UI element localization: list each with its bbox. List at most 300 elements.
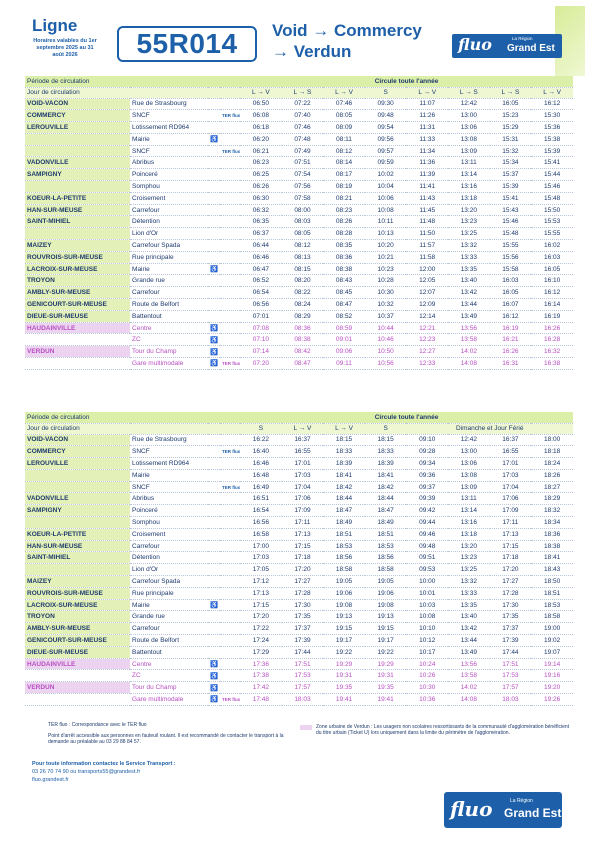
departure-time: 08:47 (282, 358, 324, 370)
town-name: LACROIX-SUR-MEUSE (25, 599, 130, 611)
ter-cell (220, 682, 240, 694)
town-name (25, 694, 130, 706)
departure-time: 18:47 (365, 505, 407, 517)
departure-time: 12:09 (406, 299, 448, 311)
town-name (25, 481, 130, 493)
departure-time: 19:26 (531, 694, 573, 706)
stop-name: Détention (130, 552, 208, 564)
departure-time: 07:46 (282, 122, 324, 134)
day-header: L → V (240, 87, 282, 98)
departure-time: 11:39 (406, 169, 448, 181)
departure-time: 16:26 (531, 322, 573, 334)
departure-time: 18:32 (531, 505, 573, 517)
departure-time: 17:06 (282, 493, 324, 505)
departure-time: 13:44 (448, 635, 490, 647)
departure-time: 17:13 (282, 528, 324, 540)
accessibility-cell (208, 599, 220, 611)
contact-phone[interactable]: 03 26 70 74 90 ou transports55@grandest.fr (32, 769, 141, 775)
period-value: Circule toute l'année (240, 412, 573, 423)
departure-time: 11:33 (406, 133, 448, 145)
accessibility-cell (208, 169, 220, 181)
departure-time: 10:11 (365, 216, 407, 228)
stop-name: Somphou (130, 517, 208, 529)
ter-cell (220, 646, 240, 658)
ter-cell (220, 322, 240, 334)
stop-row (25, 192, 573, 204)
departure-time: 07:54 (282, 169, 324, 181)
departure-time: 10:03 (406, 599, 448, 611)
departure-time: 17:11 (490, 517, 532, 529)
wheelchair-icon: ♿ (210, 602, 219, 610)
departure-time: 06:44 (240, 240, 282, 252)
departure-time: 16:55 (490, 446, 532, 458)
departure-time: 15:58 (490, 263, 532, 275)
departure-time: 11:58 (406, 251, 448, 263)
departure-time: 18:36 (531, 528, 573, 540)
departure-time: 16:12 (490, 310, 532, 322)
ter-cell (220, 263, 240, 275)
brand-region: Grand Est (507, 43, 555, 54)
day-header: L → V (282, 423, 324, 434)
ter-cell (220, 299, 240, 311)
departure-time: 17:13 (490, 528, 532, 540)
stop-row (25, 133, 573, 145)
departure-time: 18:41 (531, 552, 573, 564)
stop-name: SNCF (130, 145, 208, 157)
departure-time: 12:42 (448, 434, 490, 446)
departure-time: 19:41 (365, 694, 407, 706)
town-name (25, 517, 130, 529)
departure-time: 13:58 (448, 334, 490, 346)
departure-time: 19:08 (365, 599, 407, 611)
departure-time: 13:40 (448, 611, 490, 623)
departure-time: 19:41 (323, 694, 365, 706)
departure-time: 13:20 (448, 540, 490, 552)
departure-time: 10:56 (365, 358, 407, 370)
town-name: SAINT-MIHIEL (25, 216, 130, 228)
ter-cell (220, 694, 240, 706)
departure-time: 18:29 (531, 493, 573, 505)
departure-time: 07:51 (282, 157, 324, 169)
departure-time: 13:18 (448, 192, 490, 204)
ter-cell (220, 216, 240, 228)
departure-time: 13:11 (448, 157, 490, 169)
departure-time: 16:56 (240, 517, 282, 529)
accessibility-cell (208, 528, 220, 540)
departure-time: 09:59 (365, 157, 407, 169)
ter-fluo-icon: TER fluo (222, 148, 241, 154)
departure-time: 16:10 (531, 275, 573, 287)
departure-time: 17:04 (282, 481, 324, 493)
departure-time: 08:36 (323, 251, 365, 263)
ter-cell (220, 204, 240, 216)
stop-row (25, 576, 573, 588)
town-name: HAN-SUR-MEUSE (25, 540, 130, 552)
town-name (25, 228, 130, 240)
town-name (25, 334, 130, 346)
ter-cell (220, 658, 240, 670)
departure-time: 19:29 (323, 658, 365, 670)
departure-time: 17:18 (490, 552, 532, 564)
departure-time: 08:20 (282, 275, 324, 287)
departure-time: 08:42 (282, 346, 324, 358)
stop-name: Centre (130, 322, 208, 334)
departure-time: 16:38 (531, 358, 573, 370)
departure-time: 09:37 (406, 481, 448, 493)
departure-time: 19:35 (323, 682, 365, 694)
accessibility-cell (208, 275, 220, 287)
departure-time: 17:06 (490, 493, 532, 505)
departure-time: 13:14 (448, 169, 490, 181)
page-header (0, 0, 595, 75)
departure-time: 15:23 (490, 110, 532, 122)
accessibility-cell (208, 505, 220, 517)
town-name: ROUVROIS-SUR-MEUSE (25, 587, 130, 599)
stop-name: Route de Belfort (130, 635, 208, 647)
accessibility-cell (208, 216, 220, 228)
accessibility-cell (208, 635, 220, 647)
departure-time: 19:08 (323, 599, 365, 611)
departure-time: 16:12 (531, 287, 573, 299)
departure-time: 12:27 (406, 346, 448, 358)
departure-time: 08:45 (323, 287, 365, 299)
departure-time: 10:06 (365, 192, 407, 204)
ter-cell (220, 275, 240, 287)
departure-time: 18:00 (531, 434, 573, 446)
departure-time: 15:37 (490, 169, 532, 181)
departure-time: 11:26 (406, 110, 448, 122)
departure-time: 16:31 (490, 358, 532, 370)
departure-time: 13:32 (448, 576, 490, 588)
stop-name: Rue principale (130, 251, 208, 263)
stop-row (25, 670, 573, 682)
day-header-sunday: Dimanche et Jour Férié (406, 423, 573, 434)
accessibility-cell (208, 263, 220, 275)
departure-time: 13:32 (448, 240, 490, 252)
stop-name: Battentout (130, 646, 208, 658)
brand-logo (452, 34, 562, 58)
town-name: ROUVROIS-SUR-MEUSE (25, 251, 130, 263)
departure-time: 17:57 (490, 682, 532, 694)
departure-time: 13:42 (448, 287, 490, 299)
ter-cell (220, 169, 240, 181)
stop-row (25, 275, 573, 287)
departure-time: 15:32 (490, 145, 532, 157)
ter-cell (220, 517, 240, 529)
departure-time: 18:56 (323, 552, 365, 564)
ter-cell (220, 192, 240, 204)
day-header: L → S (448, 87, 490, 98)
departure-time: 17:15 (240, 599, 282, 611)
departure-time: 17:01 (282, 458, 324, 470)
stop-name: Abribus (130, 493, 208, 505)
departure-time: 08:47 (323, 299, 365, 311)
departure-time: 17:22 (240, 623, 282, 635)
departure-time: 10:04 (365, 181, 407, 193)
departure-time: 06:37 (240, 228, 282, 240)
departure-time: 18:39 (365, 458, 407, 470)
departure-time: 19:31 (365, 670, 407, 682)
town-name: AMBLY-SUR-MEUSE (25, 287, 130, 299)
wheelchair-icon: ♿ (210, 696, 219, 704)
departure-time: 10:08 (365, 204, 407, 216)
day-header: L → V (323, 423, 365, 434)
departure-time: 09:57 (365, 145, 407, 157)
accessibility-cell (208, 552, 220, 564)
stop-row (25, 658, 573, 670)
departure-time: 13:35 (448, 599, 490, 611)
departure-time: 09:39 (406, 493, 448, 505)
departure-time: 07:01 (240, 310, 282, 322)
departure-time: 17:30 (282, 599, 324, 611)
brand-name: fluo (458, 35, 492, 54)
departure-time: 10:12 (406, 635, 448, 647)
town-name: LEROUVILLE (25, 458, 130, 470)
stop-row (25, 481, 573, 493)
ter-cell (220, 469, 240, 481)
departure-time: 16:07 (490, 299, 532, 311)
departure-time: 16:21 (490, 334, 532, 346)
footer-brand-logo (444, 792, 562, 828)
departure-time: 19:22 (323, 646, 365, 658)
departure-time: 15:41 (531, 157, 573, 169)
stop-name: Lion d'Or (130, 228, 208, 240)
departure-time: 08:15 (282, 263, 324, 275)
accessibility-cell (208, 623, 220, 635)
ter-cell (220, 334, 240, 346)
departure-time: 07:40 (282, 110, 324, 122)
departure-time: 18:44 (323, 493, 365, 505)
departure-time: 08:13 (282, 251, 324, 263)
accessibility-cell (208, 251, 220, 263)
departure-time: 15:53 (531, 216, 573, 228)
departure-time: 15:46 (490, 216, 532, 228)
town-name: VOID-VACON (25, 98, 130, 110)
departure-time: 13:33 (448, 251, 490, 263)
contact-block (32, 760, 176, 784)
town-name (25, 564, 130, 576)
departure-time: 17:05 (240, 564, 282, 576)
town-name: KOEUR-LA-PETITE (25, 192, 130, 204)
ter-fluo-icon: TER fluo (222, 449, 241, 455)
departure-time: 16:19 (531, 310, 573, 322)
town-name: HAN-SUR-MEUSE (25, 204, 130, 216)
town-name (25, 133, 130, 145)
town-name: DIEUE-SUR-MEUSE (25, 646, 130, 658)
departure-time: 08:19 (323, 181, 365, 193)
accessibility-cell (208, 322, 220, 334)
departure-time: 09:30 (365, 98, 407, 110)
stop-row (25, 446, 573, 458)
stop-row (25, 204, 573, 216)
ter-cell (220, 251, 240, 263)
departure-time: 15:29 (490, 122, 532, 134)
stop-name: Carrefour (130, 204, 208, 216)
stop-row (25, 552, 573, 564)
stop-name: Centre (130, 658, 208, 670)
departure-time: 10:20 (365, 240, 407, 252)
day-header: S (365, 423, 407, 434)
stop-name: Mairie (130, 133, 208, 145)
stop-name: Gare multimodale (130, 358, 208, 370)
departure-time: 18:15 (365, 434, 407, 446)
departure-time: 13:49 (448, 310, 490, 322)
town-name: VOID-VACON (25, 434, 130, 446)
departure-time: 10:28 (365, 275, 407, 287)
ter-cell (220, 287, 240, 299)
departure-time: 09:28 (406, 446, 448, 458)
stop-name: Grande rue (130, 611, 208, 623)
departure-time: 17:51 (490, 658, 532, 670)
departure-time: 19:15 (323, 623, 365, 635)
departure-time: 18:43 (531, 564, 573, 576)
departure-time: 13:56 (448, 322, 490, 334)
day-header: L → S (282, 87, 324, 98)
departure-time: 10:30 (406, 682, 448, 694)
stop-row (25, 623, 573, 635)
ter-cell (220, 346, 240, 358)
accessibility-cell (208, 346, 220, 358)
departure-time: 07:20 (240, 358, 282, 370)
stop-name: Tour du Champ (130, 682, 208, 694)
departure-time: 18:41 (365, 469, 407, 481)
town-name: MAIZEY (25, 240, 130, 252)
ter-fluo-icon: TER fluo (222, 113, 241, 119)
departure-time: 11:07 (406, 98, 448, 110)
stop-row (25, 251, 573, 263)
departure-time: 18:50 (531, 576, 573, 588)
departure-time: 15:48 (490, 228, 532, 240)
departure-time: 09:34 (406, 458, 448, 470)
stop-row (25, 122, 573, 134)
departure-time: 18:53 (531, 599, 573, 611)
accessibility-cell (208, 517, 220, 529)
departure-time: 13:35 (448, 263, 490, 275)
accessibility-cell (208, 287, 220, 299)
accessibility-cell (208, 540, 220, 552)
stop-row (25, 611, 573, 623)
days-label: Jour de circulation (25, 87, 240, 98)
departure-time: 17:39 (490, 635, 532, 647)
stop-row (25, 599, 573, 611)
brand-region-small: La Région (512, 36, 533, 41)
departure-time: 15:44 (531, 169, 573, 181)
departure-time: 19:05 (323, 576, 365, 588)
departure-time: 11:48 (406, 216, 448, 228)
departure-time: 10:13 (365, 228, 407, 240)
departure-time: 06:23 (240, 157, 282, 169)
stop-name: Poinceré (130, 169, 208, 181)
departure-time: 18:51 (323, 528, 365, 540)
stop-name: Croisement (130, 192, 208, 204)
day-header: L → S (490, 87, 532, 98)
accessibility-cell (208, 446, 220, 458)
stop-name: Carrefour Spada (130, 240, 208, 252)
departure-time: 19:07 (531, 646, 573, 658)
departure-time: 08:24 (282, 299, 324, 311)
accessibility-cell (208, 228, 220, 240)
departure-time: 18:18 (531, 446, 573, 458)
departure-time: 09:11 (323, 358, 365, 370)
ter-fluo-icon: TER fluo (222, 696, 241, 702)
town-name: LACROIX-SUR-MEUSE (25, 263, 130, 275)
departure-time: 13:06 (448, 122, 490, 134)
stop-name: Rue de Strasbourg (130, 98, 208, 110)
stop-row (25, 145, 573, 157)
accessibility-cell (208, 145, 220, 157)
ter-cell (220, 528, 240, 540)
stop-name: Carrefour (130, 540, 208, 552)
departure-time: 19:00 (531, 623, 573, 635)
departure-time: 18:42 (365, 481, 407, 493)
stop-row (25, 458, 573, 470)
departure-time: 07:08 (240, 322, 282, 334)
stop-row (25, 358, 573, 370)
departure-time: 16:26 (490, 346, 532, 358)
departure-time: 09:54 (365, 122, 407, 134)
stop-name: Rue principale (130, 587, 208, 599)
stop-name: Route de Belfort (130, 299, 208, 311)
departure-time: 16:12 (531, 98, 573, 110)
stop-name: Mairie (130, 263, 208, 275)
accessibility-cell (208, 576, 220, 588)
departure-time: 08:09 (323, 122, 365, 134)
accessibility-cell (208, 587, 220, 599)
line-number-badge: 55R014 (117, 26, 257, 62)
footer-brand-region: Grand Est (504, 806, 562, 820)
departure-time: 10:21 (365, 251, 407, 263)
departure-time: 17:37 (282, 623, 324, 635)
urban-zone-text: Zone urbaine de Verdun : Les usagers non scolaires ressortissants de la communauté d'agglomération bénéficient du titre urbain (Ticket U) lors uniquement dans la limite du périmètre de l'agglomération. (316, 724, 570, 736)
departure-time: 08:29 (282, 310, 324, 322)
departure-time: 13:56 (448, 658, 490, 670)
departure-time: 07:58 (282, 192, 324, 204)
stop-row (25, 287, 573, 299)
ligne-label: Ligne (32, 16, 78, 35)
departure-time: 08:17 (323, 169, 365, 181)
stop-name: Battentout (130, 310, 208, 322)
stop-row (25, 564, 573, 576)
stop-name: SNCF (130, 446, 208, 458)
departure-time: 19:35 (365, 682, 407, 694)
departure-time: 17:01 (490, 458, 532, 470)
departure-time: 13:44 (448, 299, 490, 311)
stop-name: SNCF (130, 110, 208, 122)
departure-time: 08:22 (282, 287, 324, 299)
departure-time: 18:51 (531, 587, 573, 599)
departure-time: 06:21 (240, 145, 282, 157)
contact-web[interactable]: fluo.grandest.fr (32, 777, 69, 783)
accessibility-cell (208, 493, 220, 505)
departure-time: 07:48 (282, 133, 324, 145)
contact-title: Pour toute information contactez le Service Transport : (32, 761, 176, 767)
timetable-weekday (25, 76, 573, 370)
accessibility-cell (208, 299, 220, 311)
departure-time: 08:05 (282, 228, 324, 240)
stop-row (25, 216, 573, 228)
departure-time: 10:24 (406, 658, 448, 670)
departure-time: 08:21 (323, 192, 365, 204)
departure-time: 09:53 (406, 564, 448, 576)
accessibility-cell (208, 204, 220, 216)
departure-time: 18:58 (365, 564, 407, 576)
period-row (25, 76, 573, 87)
departure-time: 16:55 (282, 446, 324, 458)
departure-time: 13:16 (448, 181, 490, 193)
departure-time: 10:17 (406, 646, 448, 658)
wheelchair-icon: ♿ (210, 672, 219, 680)
departure-time: 18:47 (323, 505, 365, 517)
